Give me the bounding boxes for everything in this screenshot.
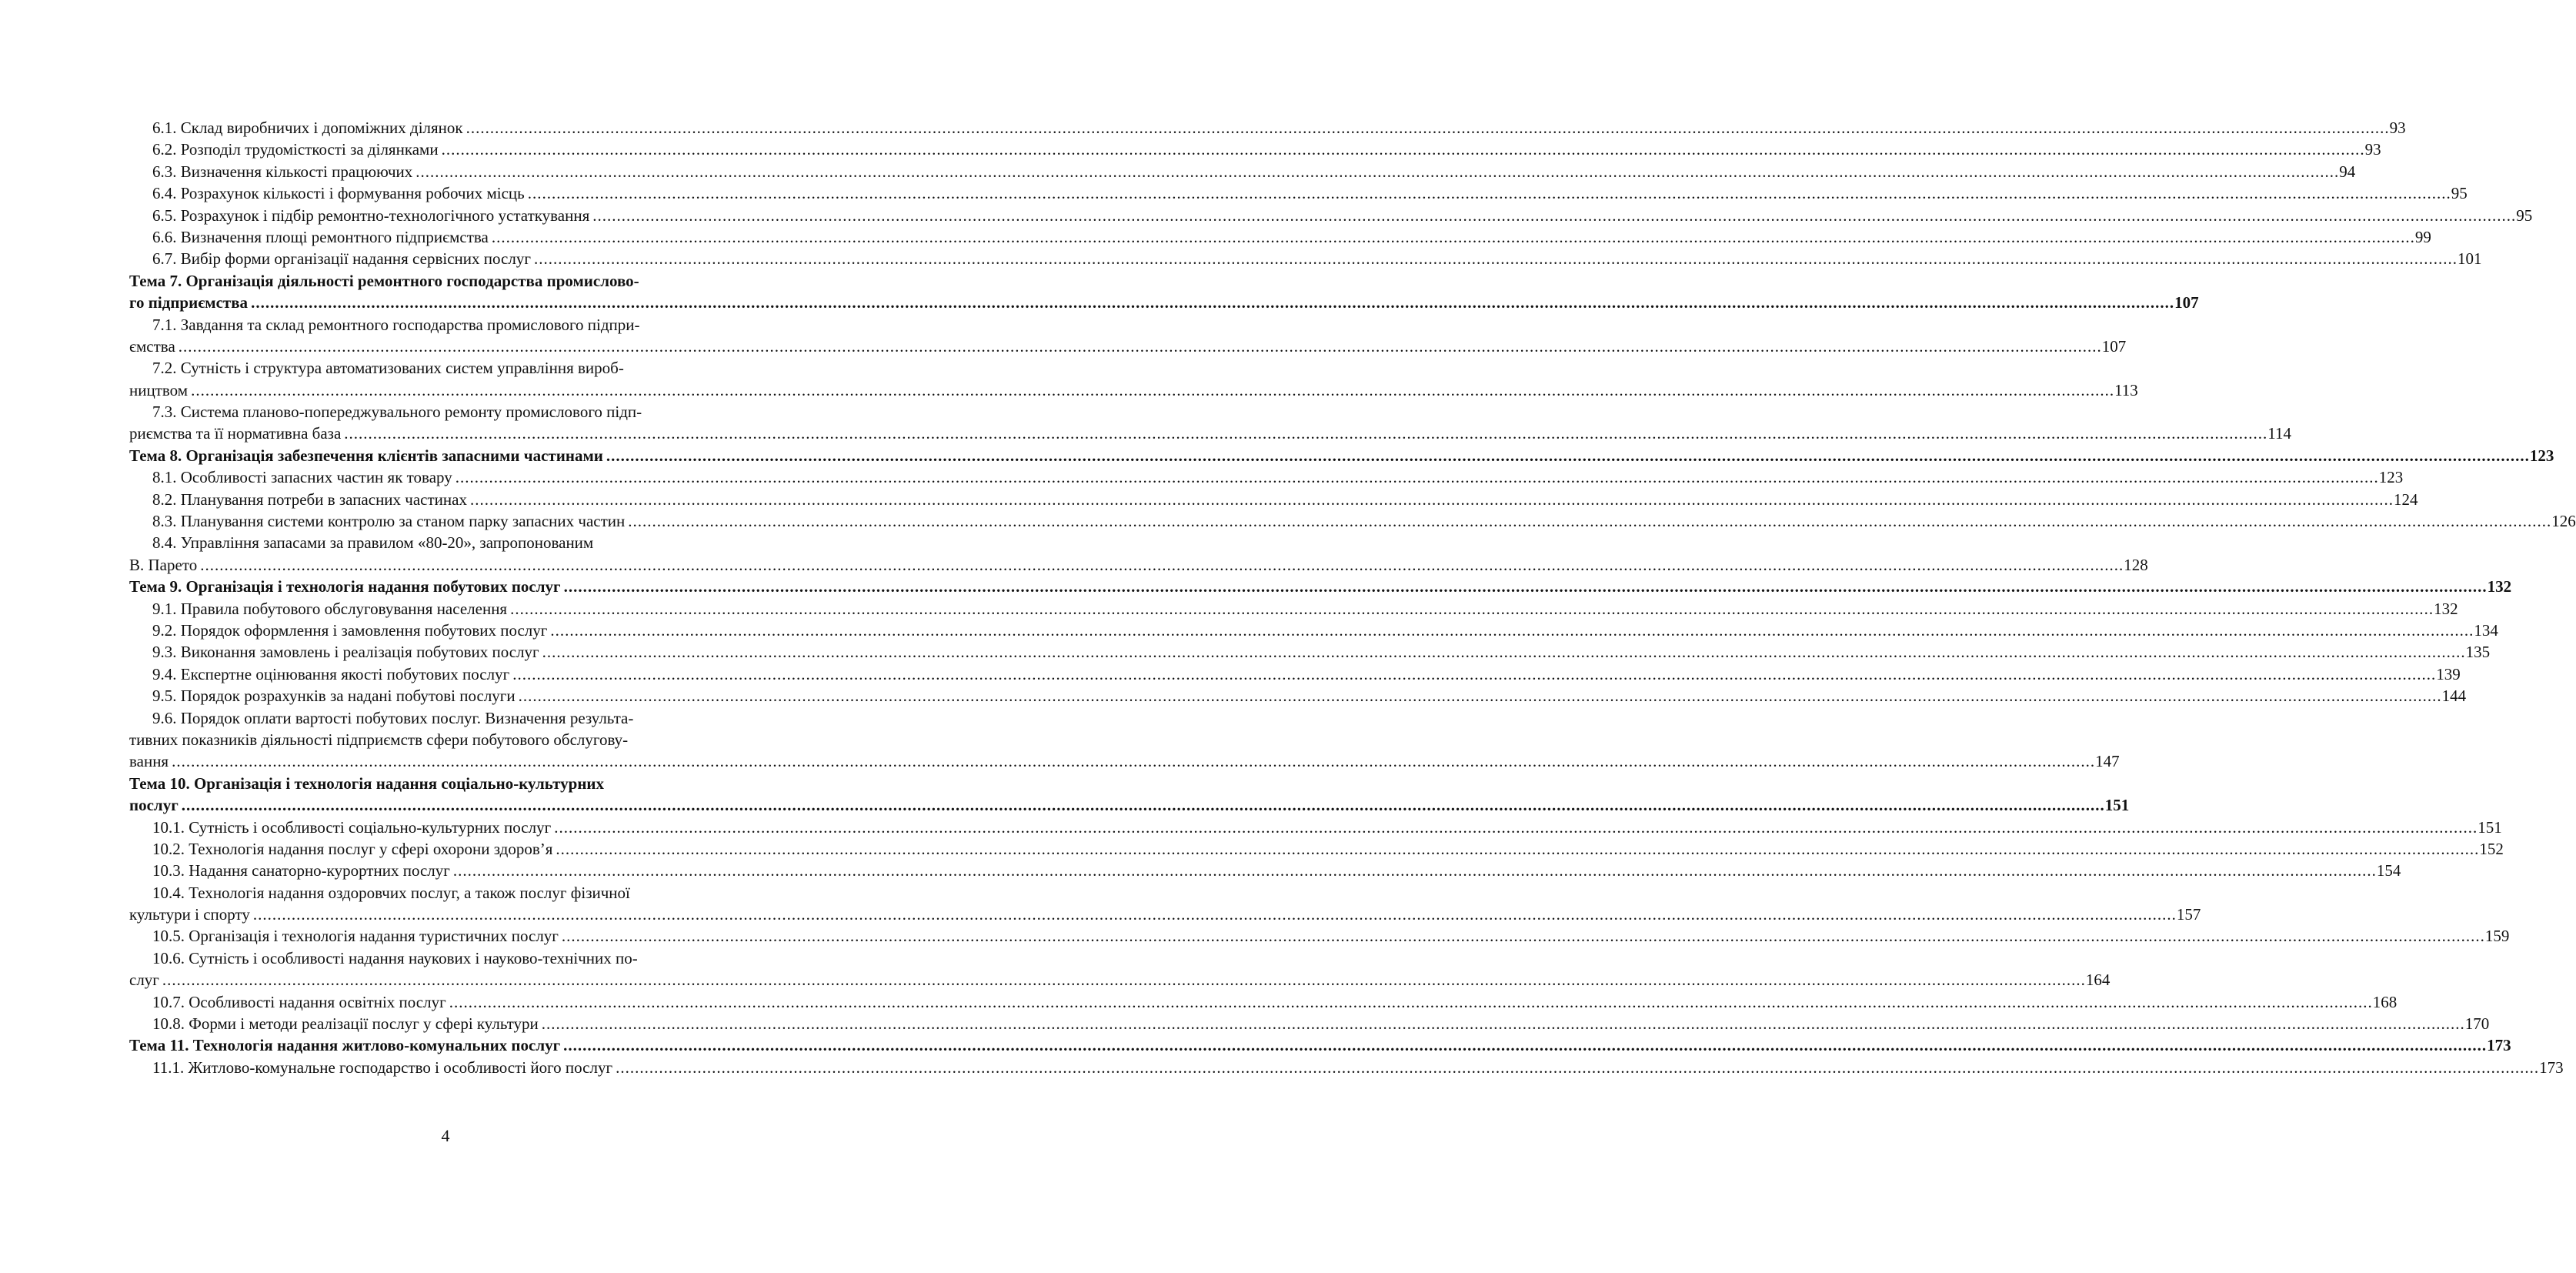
dot-leader: ................................................................................................................................................................................................................................................................................................................................................................................................................: [172, 752, 2096, 771]
toc-line: [129, 729, 776, 750]
toc-entry-page: 94: [2339, 161, 2355, 182]
toc-entry: [129, 423, 2292, 444]
toc-entry-page: 154: [2377, 860, 2401, 881]
toc-line: [129, 314, 776, 336]
toc-entry-page: 135: [2466, 641, 2491, 663]
dot-leader: ................................................................................................................................................................................................................................................................................................................................................................................................................: [178, 336, 2102, 356]
toc-entry-page: 132: [2488, 576, 2512, 597]
toc-entry-page: 123: [2379, 466, 2404, 488]
toc-entry-page: 147: [2095, 750, 2120, 772]
dot-leader: ................................................................................................................................................................................................................................................................................................................................................................................................................: [606, 446, 2530, 465]
toc-line-text: 8.4. Управління запасами за правилом «80-20», запропонованим: [152, 533, 594, 553]
dot-leader: ................................................................................................................................................................................................................................................................................................................................................................................................................: [415, 162, 2340, 181]
toc-entry-title: послуг: [129, 796, 182, 814]
toc-entry-page: 99: [2415, 226, 2431, 248]
toc-entry-page: 128: [2124, 554, 2148, 576]
toc-entry: [129, 161, 2356, 182]
dot-leader: ................................................................................................................................................................................................................................................................................................................................................................................................................: [592, 205, 2517, 225]
dot-leader: ................................................................................................................................................................................................................................................................................................................................................................................................................: [191, 380, 2115, 399]
toc-entry-title: 9.3. Виконання замовлень і реалізація побутових послуг: [129, 643, 542, 661]
toc-entry-page: 95: [2451, 182, 2468, 204]
toc-line-text: 7.1. Завдання та склад ремонтного господарства промислового підпри-: [152, 315, 640, 334]
toc-entry-page: 101: [2458, 248, 2482, 269]
toc-entry: [129, 182, 2468, 204]
toc-line: [129, 947, 776, 969]
toc-entry-title: 6.4. Розрахунок кількості і формування робочих місць: [129, 184, 528, 202]
toc-entry-title: 6.3. Визначення кількості працюючих: [129, 162, 415, 181]
toc-entry-page: 134: [2474, 620, 2498, 641]
toc-entry-title: 9.1. Правила побутового обслуговування населення: [129, 600, 510, 618]
toc-entry: [129, 336, 2127, 357]
dot-leader: ................................................................................................................................................................................................................................................................................................................................................................................................................: [556, 839, 2480, 858]
toc-entry-page: 126: [2551, 510, 2576, 532]
toc-entry-page: 164: [2086, 969, 2111, 991]
dot-leader: ................................................................................................................................................................................................................................................................................................................................................................................................................: [518, 687, 2442, 706]
table-of-contents: [129, 117, 2576, 1078]
page-number: 4: [441, 1126, 450, 1145]
dot-leader: ................................................................................................................................................................................................................................................................................................................................................................................................................: [563, 1036, 2488, 1055]
toc-entry: [129, 205, 2533, 226]
toc-entry-title: Тема 8. Організація забезпечення клієнтів запасними частинами: [129, 446, 606, 465]
toc-entry-page: 144: [2442, 685, 2467, 707]
toc-entry-title: 10.8. Форми і методи реалізації послуг у сфері культури: [129, 1014, 542, 1033]
toc-line: [129, 401, 776, 423]
dot-leader: ................................................................................................................................................................................................................................................................................................................................................................................................................: [533, 249, 2458, 269]
toc-entry: [129, 248, 2482, 269]
toc-entry-page: 123: [2530, 445, 2554, 466]
toc-entry: [129, 685, 2467, 707]
toc-entry: [129, 904, 2201, 925]
toc-line-text: 10.6. Сутність і особливості надання наукових і науково-технічних по-: [152, 948, 638, 967]
dot-leader: ................................................................................................................................................................................................................................................................................................................................................................................................................: [541, 1014, 2465, 1034]
dot-leader: ................................................................................................................................................................................................................................................................................................................................................................................................................: [452, 861, 2377, 880]
toc-line-text: Тема 7. Організація діяльності ремонтного господарства промислово-: [129, 271, 639, 290]
toc-entry: [129, 969, 2111, 991]
toc-entry: [129, 794, 2130, 816]
toc-entry: [129, 641, 2491, 663]
toc-entry: [129, 838, 2504, 860]
toc-entry: [129, 489, 2418, 510]
toc-entry-page: 173: [2487, 1034, 2511, 1056]
toc-entry-page: 168: [2373, 991, 2397, 1013]
toc-entry: [129, 1013, 2490, 1034]
dot-leader: ................................................................................................................................................................................................................................................................................................................................................................................................................: [252, 905, 2177, 924]
toc-entry-title: 6.7. Вибір форми організації надання сервісних послуг: [129, 249, 534, 268]
dot-leader: ................................................................................................................................................................................................................................................................................................................................................................................................................: [449, 992, 2373, 1011]
toc-entry: [129, 860, 2401, 881]
dot-leader: ................................................................................................................................................................................................................................................................................................................................................................................................................: [563, 577, 2488, 596]
toc-entry-page: 114: [2267, 423, 2291, 444]
dot-leader: ................................................................................................................................................................................................................................................................................................................................................................................................................: [200, 555, 2124, 574]
toc-entry: [129, 817, 2502, 838]
dot-leader: ................................................................................................................................................................................................................................................................................................................................................................................................................: [510, 599, 2434, 618]
toc-entry: [129, 226, 2431, 248]
toc-entry-title: Тема 11. Технологія надання житлово-комунальних послуг: [129, 1036, 563, 1054]
toc-entry-page: 170: [2465, 1013, 2490, 1034]
toc-entry-page: 95: [2516, 205, 2532, 226]
dot-leader: ................................................................................................................................................................................................................................................................................................................................................................................................................: [554, 817, 2478, 837]
dot-leader: ................................................................................................................................................................................................................................................................................................................................................................................................................: [616, 1057, 2540, 1077]
dot-leader: ................................................................................................................................................................................................................................................................................................................................................................................................................: [181, 796, 2105, 815]
toc-entry-title: вання: [129, 752, 172, 770]
toc-entry-title: 8.3. Планування системи контролю за станом парку запасних частин: [129, 512, 628, 530]
toc-entry-title: 10.1. Сутність і особливості соціально-культурних послуг: [129, 818, 554, 837]
toc-entry-title: 10.2. Технологія надання послуг у сфері охорони здоров’я: [129, 840, 556, 858]
toc-entry-title: го підприємства: [129, 293, 251, 312]
toc-entry-title: 9.4. Експертне оцінювання якості побутових послуг: [129, 665, 512, 683]
toc-entry: [129, 576, 2512, 597]
toc-entry-page: 157: [2177, 904, 2201, 925]
dot-leader: ................................................................................................................................................................................................................................................................................................................................................................................................................: [542, 643, 2466, 662]
toc-entry-page: 151: [2105, 794, 2130, 816]
dot-leader: ................................................................................................................................................................................................................................................................................................................................................................................................................: [550, 620, 2474, 640]
toc-entry: [129, 445, 2554, 466]
toc-entry: [129, 554, 2148, 576]
toc-entry-page: 107: [2102, 336, 2127, 357]
toc-entry: [129, 466, 2404, 488]
toc-entry: [129, 925, 2510, 947]
dot-leader: ................................................................................................................................................................................................................................................................................................................................................................................................................: [251, 293, 2175, 312]
toc-line-text: 7.2. Сутність і структура автоматизованих систем управління вироб-: [152, 359, 624, 378]
dot-leader: ................................................................................................................................................................................................................................................................................................................................................................................................................: [441, 140, 2365, 159]
toc-entry-title: 9.2. Порядок оформлення і замовлення побутових послуг: [129, 621, 550, 640]
dot-leader: ................................................................................................................................................................................................................................................................................................................................................................................................................: [469, 489, 2394, 509]
toc-entry: [129, 663, 2461, 685]
toc-entry-title: культури і спорту: [129, 905, 253, 924]
toc-entry-page: 151: [2478, 817, 2502, 838]
toc-entry-title: 10.3. Надання санаторно-курортних послуг: [129, 861, 453, 880]
dot-leader: ................................................................................................................................................................................................................................................................................................................................................................................................................: [527, 184, 2451, 203]
toc-entry: [129, 510, 2576, 532]
dot-leader: ................................................................................................................................................................................................................................................................................................................................................................................................................: [344, 424, 2268, 443]
toc-entry: [129, 620, 2498, 641]
toc-entry-title: 8.1. Особливості запасних частин як товару: [129, 468, 455, 486]
toc-entry-title: ємства: [129, 337, 179, 356]
toc-line: [129, 270, 776, 292]
toc-entry: [129, 117, 2406, 139]
toc-entry-page: 124: [2394, 489, 2418, 510]
toc-entry-title: 10.7. Особливості надання освітніх послуг: [129, 993, 449, 1011]
toc-entry: [129, 379, 2138, 401]
toc-entry: [129, 1034, 2511, 1056]
toc-entry-page: 93: [2390, 117, 2406, 139]
toc-line-text: тивних показників діяльності підприємств сфери побутового обслугову-: [129, 730, 629, 749]
dot-leader: ................................................................................................................................................................................................................................................................................................................................................................................................................: [455, 468, 2379, 487]
toc-entry: [129, 598, 2458, 620]
toc-entry-page: 113: [2114, 379, 2138, 401]
toc-entry-title: 11.1. Житлово-комунальне господарство і особливості його послуг: [129, 1058, 616, 1077]
toc-line: [129, 882, 776, 904]
dot-leader: ................................................................................................................................................................................................................................................................................................................................................................................................................: [491, 227, 2415, 246]
toc-entry-title: риємства та її нормативна база: [129, 424, 344, 443]
toc-entry-page: 132: [2434, 598, 2458, 620]
toc-entry: [129, 750, 2120, 772]
toc-line: [129, 532, 776, 553]
toc-entry-page: 159: [2485, 925, 2510, 947]
toc-entry-title: Тема 9. Організація і технологія надання побутових послуг: [129, 577, 564, 596]
toc-entry-title: слуг: [129, 971, 162, 989]
dot-leader: ................................................................................................................................................................................................................................................................................................................................................................................................................: [162, 971, 2086, 990]
toc-entry: [129, 139, 2381, 160]
toc-entry-title: В. Парето: [129, 556, 200, 574]
toc-entry-title: 9.5. Порядок розрахунків за надані побутові послуги: [129, 687, 519, 705]
toc-entry-title: ництвом: [129, 381, 191, 399]
toc-entry-title: 8.2. Планування потреби в запасних частинах: [129, 490, 470, 509]
toc-entry: [129, 1057, 2564, 1078]
toc-line: [129, 357, 776, 379]
toc-entry-page: 107: [2174, 292, 2199, 313]
toc-entry-title: 10.5. Організація і технологія надання туристичних послуг: [129, 927, 562, 945]
toc-entry: [129, 991, 2397, 1013]
toc-entry: [129, 292, 2199, 313]
toc-line-text: Тема 10. Організація і технологія надання соціально-культурних: [129, 773, 605, 793]
dot-leader: ................................................................................................................................................................................................................................................................................................................................................................................................................: [628, 512, 2552, 531]
dot-leader: ................................................................................................................................................................................................................................................................................................................................................................................................................: [465, 119, 2390, 137]
toc-line: [129, 773, 776, 794]
toc-entry-page: 93: [2365, 139, 2381, 160]
dot-leader: ................................................................................................................................................................................................................................................................................................................................................................................................................: [561, 927, 2485, 946]
toc-entry-title: 6.2. Розподіл трудомісткості за ділянками: [129, 140, 442, 159]
dot-leader: ................................................................................................................................................................................................................................................................................................................................................................................................................: [512, 664, 2437, 683]
toc-line-text: 9.6. Порядок оплати вартості побутових послуг. Визначення результа-: [152, 708, 634, 727]
toc-entry-page: 152: [2479, 838, 2504, 860]
toc-entry-title: 6.5. Розрахунок і підбір ремонтно-технологічного устаткування: [129, 206, 592, 225]
toc-entry-title: 6.1. Склад виробничих і допоміжних ділянок: [129, 119, 466, 137]
toc-entry-title: 6.6. Визначення площі ремонтного підприємства: [129, 228, 492, 246]
toc-line-text: 10.4. Технологія надання оздоровчих послуг, а також послуг фізичної: [152, 883, 630, 902]
toc-line: [129, 707, 776, 729]
toc-entry-page: 139: [2436, 663, 2461, 685]
toc-line-text: 7.3. Система планово-попереджувального ремонту промислового підп-: [152, 403, 642, 422]
toc-entry-page: 173: [2539, 1057, 2564, 1078]
